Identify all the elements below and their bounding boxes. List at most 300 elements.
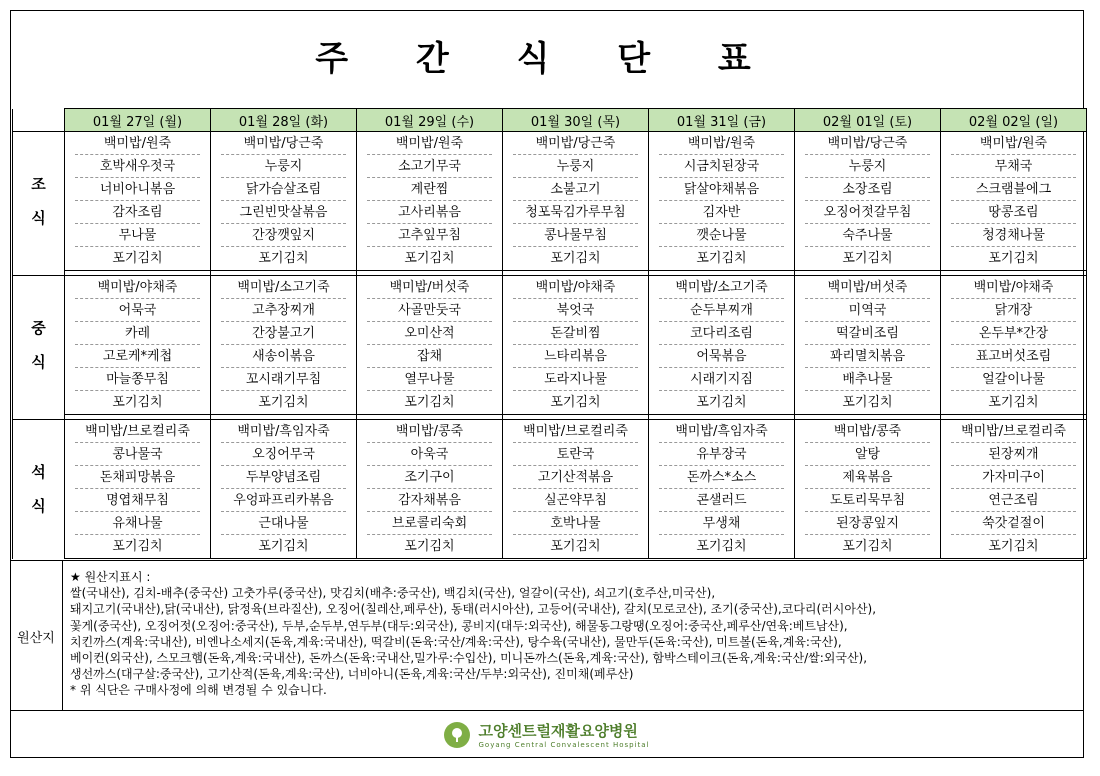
menu-item: 백미밥/야채죽: [75, 277, 200, 299]
menu-item: 열무나물: [367, 369, 492, 391]
hospital-name: 고양센트럴재활요양병원: [478, 722, 638, 740]
menu-item: 닭가슴살조림: [221, 179, 346, 201]
menu-item: 백미밥/브로컬리죽: [75, 421, 200, 443]
menu-cell: [65, 512, 211, 535]
menu-item: 포기김치: [842, 251, 893, 266]
meal-label: 조 식: [13, 132, 65, 271]
menu-cell: [65, 368, 211, 391]
menu-item: 포기김치: [112, 395, 163, 410]
date-header: 02월 02일 (일): [941, 109, 1087, 132]
menu-cell: [357, 466, 503, 489]
meal-label: 중 식: [13, 276, 65, 415]
menu-cell: [795, 535, 941, 559]
menu-cell: [649, 512, 795, 535]
menu-row: [13, 224, 1087, 247]
menu-item: 누룽지: [805, 156, 930, 178]
menu-cell: [503, 224, 649, 247]
menu-item: 온두부*간장: [951, 323, 1076, 345]
menu-item: 명엽채무침: [75, 490, 200, 512]
menu-item: 코다리조림: [659, 323, 784, 345]
menu-cell: [65, 322, 211, 345]
menu-cell: [795, 368, 941, 391]
origin-line: * 위 식단은 구매사정에 의해 변경될 수 있습니다.: [70, 683, 327, 698]
menu-cell: [649, 178, 795, 201]
origin-line: 쌀(국내산), 김치-배추(중국산) 고춧가루(중국산), 맛김치(배추:중국산), 백김치(국산), 얼갈이(국산), 쇠고기(호주산,미국산),: [70, 586, 716, 601]
menu-item: 포기김치: [404, 251, 455, 266]
menu-cell: [503, 391, 649, 415]
menu-cell: [357, 299, 503, 322]
menu-item: 무나물: [75, 225, 200, 247]
menu-cell: [211, 466, 357, 489]
menu-cell: [649, 224, 795, 247]
menu-item: 소불고기: [513, 179, 638, 201]
page-title: 주 간 식 단 표: [315, 39, 779, 79]
menu-item: 고추장찌개: [221, 300, 346, 322]
menu-item: 포기김치: [404, 539, 455, 554]
menu-row: [13, 512, 1087, 535]
menu-cell: [65, 489, 211, 512]
menu-cell: [65, 247, 211, 271]
menu-item: 포기김치: [112, 539, 163, 554]
menu-item: 누룽지: [221, 156, 346, 178]
menu-item: 돈채피망볶음: [75, 467, 200, 489]
menu-cell: [941, 345, 1087, 368]
menu-cell: [941, 201, 1087, 224]
menu-cell: [211, 489, 357, 512]
menu-item: 백미밥/소고기죽: [221, 277, 346, 299]
menu-cell: [211, 178, 357, 201]
menu-cell: [941, 391, 1087, 415]
menu-item: 감자채볶음: [367, 490, 492, 512]
corner-cell: [13, 109, 65, 132]
menu-row: [13, 178, 1087, 201]
origin-line: 꽃게(중국산), 오징어젓(오징어:중국산), 두부,순두부,연두부(대두:외국산), 콩비지(대두:외국산), 해물동그랑땡(오징어:중국산,페루산/연육:베트남산),: [70, 618, 848, 633]
menu-item: 제육볶음: [805, 467, 930, 489]
menu-item: 조기구이: [367, 467, 492, 489]
menu-cell: [65, 224, 211, 247]
menu-cell: [795, 512, 941, 535]
menu-cell: [357, 276, 503, 300]
hospital-name-en: Goyang Central Convalescent Hospital: [478, 741, 650, 749]
menu-item: 느타리볶음: [513, 346, 638, 368]
menu-cell: [357, 322, 503, 345]
menu-cell: [941, 368, 1087, 391]
menu-item: 포기김치: [696, 539, 747, 554]
menu-cell: [65, 443, 211, 466]
menu-cell: [795, 391, 941, 415]
menu-cell: [503, 466, 649, 489]
menu-cell: [211, 345, 357, 368]
menu-cell: [357, 489, 503, 512]
menu-cell: [941, 466, 1087, 489]
menu-cell: [795, 489, 941, 512]
menu-item: 잡채: [367, 346, 492, 368]
menu-item: 간장깻잎지: [221, 225, 346, 247]
menu-item: 그린빈맛살볶음: [221, 202, 346, 224]
menu-item: 포기김치: [112, 251, 163, 266]
menu-item: 시래기지짐: [659, 369, 784, 391]
menu-cell: [357, 391, 503, 415]
menu-item: 포기김치: [550, 539, 601, 554]
menu-cell: [357, 345, 503, 368]
menu-cell: [649, 443, 795, 466]
menu-cell: [503, 420, 649, 444]
menu-cell: [649, 391, 795, 415]
menu-item: 오미산적: [367, 323, 492, 345]
menu-body: [13, 132, 1087, 559]
menu-cell: [357, 201, 503, 224]
menu-cell: [795, 132, 941, 156]
origin-text: [70, 569, 1075, 699]
menu-item: 무채국: [951, 156, 1076, 178]
menu-item: 포기김치: [988, 395, 1039, 410]
menu-cell: [503, 322, 649, 345]
menu-item: 새송이볶음: [221, 346, 346, 368]
menu-cell: [649, 201, 795, 224]
menu-cell: [357, 443, 503, 466]
menu-cell: [503, 512, 649, 535]
menu-item: 순두부찌개: [659, 300, 784, 322]
tree-icon: [444, 722, 470, 748]
menu-cell: [503, 247, 649, 271]
menu-cell: [211, 368, 357, 391]
menu-item: 포기김치: [550, 395, 601, 410]
menu-item: 시금치된장국: [659, 156, 784, 178]
menu-item: 백미밥/당근죽: [513, 133, 638, 155]
menu-item: 포기김치: [258, 251, 309, 266]
menu-item: 브로콜리숙회: [367, 513, 492, 535]
menu-item: 미역국: [805, 300, 930, 322]
menu-cell: [795, 345, 941, 368]
menu-cell: [941, 299, 1087, 322]
menu-item: 깻순나물: [659, 225, 784, 247]
menu-item: 청포묵김가루무침: [513, 202, 638, 224]
menu-cell: [649, 132, 795, 156]
menu-item: 포기김치: [696, 395, 747, 410]
menu-cell: [649, 155, 795, 178]
origin-line: 생선까스(대구살:중국산), 고기산적(돈육,계육:국산), 너비아니(돈육,계육:국산/두부:외국산), 진미채(페루산): [70, 667, 634, 682]
menu-item: 실곤약무침: [513, 490, 638, 512]
menu-item: 콩나물무침: [513, 225, 638, 247]
menu-cell: [795, 299, 941, 322]
menu-cell: [503, 178, 649, 201]
menu-item: 근대나물: [221, 513, 346, 535]
menu-item: 닭개장: [951, 300, 1076, 322]
menu-row: [13, 391, 1087, 415]
menu-cell: [941, 132, 1087, 156]
menu-cell: [795, 443, 941, 466]
menu-cell: [503, 368, 649, 391]
date-header: 01월 30일 (목): [503, 109, 649, 132]
menu-item: 백미밥/원죽: [951, 133, 1076, 155]
menu-cell: [211, 443, 357, 466]
menu-item: 백미밥/야채죽: [951, 277, 1076, 299]
menu-item: 포기김치: [842, 395, 893, 410]
menu-cell: [649, 368, 795, 391]
date-header-row: [13, 109, 1087, 132]
menu-row: [13, 132, 1087, 156]
menu-item: 북엇국: [513, 300, 638, 322]
menu-item: 호박새우젓국: [75, 156, 200, 178]
menu-cell: [649, 420, 795, 444]
menu-item: 백미밥/원죽: [659, 133, 784, 155]
menu-cell: [211, 322, 357, 345]
menu-item: 계란찜: [367, 179, 492, 201]
menu-cell: [65, 276, 211, 300]
menu-cell: [941, 420, 1087, 444]
menu-item: 된장콩잎지: [805, 513, 930, 535]
menu-item: 떡갈비조림: [805, 323, 930, 345]
menu-cell: [211, 299, 357, 322]
date-header: 02월 01일 (토): [795, 109, 941, 132]
date-header: 01월 27일 (월): [65, 109, 211, 132]
menu-item: 백미밥/콩죽: [805, 421, 930, 443]
menu-item: 백미밥/브로컬리죽: [951, 421, 1076, 443]
menu-cell: [503, 299, 649, 322]
menu-item: 백미밥/당근죽: [805, 133, 930, 155]
menu-item: 숙주나물: [805, 225, 930, 247]
origin-line: ★ 원산지표시 :: [70, 570, 151, 584]
menu-cell: [211, 247, 357, 271]
menu-item: 꽈리멸치볶음: [805, 346, 930, 368]
menu-item: 김자반: [659, 202, 784, 224]
menu-cell: [795, 420, 941, 444]
menu-cell: [795, 322, 941, 345]
menu-item: 포기김치: [404, 395, 455, 410]
menu-cell: [649, 299, 795, 322]
menu-item: 소장조림: [805, 179, 930, 201]
menu-item: 아욱국: [367, 444, 492, 466]
menu-cell: [211, 535, 357, 559]
menu-cell: [503, 155, 649, 178]
menu-cell: [503, 443, 649, 466]
menu-cell: [503, 345, 649, 368]
menu-cell: [357, 224, 503, 247]
menu-cell: [357, 155, 503, 178]
menu-item: 표고버섯조림: [951, 346, 1076, 368]
menu-item: 포기김치: [550, 251, 601, 266]
origin-label: 원산지: [10, 561, 63, 711]
menu-item: 백미밥/브로컬리죽: [513, 421, 638, 443]
menu-cell: [795, 201, 941, 224]
menu-row: [13, 420, 1087, 444]
menu-cell: [503, 201, 649, 224]
menu-cell: [65, 535, 211, 559]
menu-cell: [503, 535, 649, 559]
menu-cell: [65, 178, 211, 201]
menu-row: [13, 443, 1087, 466]
menu-row: [13, 299, 1087, 322]
menu-row: [13, 535, 1087, 559]
menu-cell: [649, 276, 795, 300]
menu-item: 된장찌개: [951, 444, 1076, 466]
menu-item: 백미밥/야채죽: [513, 277, 638, 299]
menu-cell: [941, 322, 1087, 345]
menu-row: [13, 489, 1087, 512]
menu-cell: [649, 535, 795, 559]
menu-item: 무생채: [659, 513, 784, 535]
date-header: 01월 31일 (금): [649, 109, 795, 132]
menu-cell: [795, 247, 941, 271]
menu-item: 백미밥/흑임자죽: [221, 421, 346, 443]
menu-item: 콘샐러드: [659, 490, 784, 512]
menu-item: 땅콩조림: [951, 202, 1076, 224]
menu-cell: [941, 224, 1087, 247]
menu-cell: [649, 466, 795, 489]
menu-cell: [649, 322, 795, 345]
menu-cell: [211, 224, 357, 247]
menu-cell: [503, 276, 649, 300]
menu-item: 너비아니볶음: [75, 179, 200, 201]
menu-item: 포기김치: [988, 251, 1039, 266]
menu-cell: [357, 178, 503, 201]
menu-item: 유부장국: [659, 444, 784, 466]
menu-item: 백미밥/당근죽: [221, 133, 346, 155]
menu-item: 백미밥/원죽: [367, 133, 492, 155]
menu-cell: [941, 512, 1087, 535]
menu-row: [13, 368, 1087, 391]
menu-item: 카레: [75, 323, 200, 345]
menu-item: 배추나물: [805, 369, 930, 391]
menu-row: [13, 466, 1087, 489]
menu-item: 우엉파프리카볶음: [221, 490, 346, 512]
menu-item: 스크램블에그: [951, 179, 1076, 201]
menu-cell: [65, 345, 211, 368]
menu-cell: [941, 443, 1087, 466]
menu-item: 마늘쫑무침: [75, 369, 200, 391]
menu-row: [13, 322, 1087, 345]
menu-item: 얼갈이나물: [951, 369, 1076, 391]
menu-cell: [211, 201, 357, 224]
menu-item: 돈갈비찜: [513, 323, 638, 345]
menu-cell: [357, 247, 503, 271]
menu-row: [13, 345, 1087, 368]
menu-cell: [65, 155, 211, 178]
menu-item: 알탕: [805, 444, 930, 466]
menu-item: 백미밥/버섯죽: [805, 277, 930, 299]
origin-line: 베이컨(외국산), 스모크햄(돈육,계육:국내산), 돈까스(돈육:국내산,밀가루:수입산), 미니돈까스(돈육,계육:국산), 함박스테이크(돈육,계육:국산/쌀:외국산),: [70, 651, 868, 666]
menu-cell: [65, 201, 211, 224]
menu-cell: [65, 420, 211, 444]
menu-item: 포기김치: [842, 539, 893, 554]
menu-item: 어묵볶음: [659, 346, 784, 368]
menu-cell: [503, 132, 649, 156]
footer: [10, 710, 1084, 758]
menu-item: 가자미구이: [951, 467, 1076, 489]
menu-item: 두부양념조림: [221, 467, 346, 489]
menu-item: 고사리볶음: [367, 202, 492, 224]
menu-item: 감자조림: [75, 202, 200, 224]
menu-cell: [357, 535, 503, 559]
menu-cell: [357, 132, 503, 156]
menu-item: 도토리묵무침: [805, 490, 930, 512]
meal-label: 석 식: [13, 420, 65, 559]
menu-cell: [65, 299, 211, 322]
menu-item: 백미밥/원죽: [75, 133, 200, 155]
menu-item: 사골만둣국: [367, 300, 492, 322]
menu-item: 소고기무국: [367, 156, 492, 178]
menu-cell: [65, 391, 211, 415]
menu-item: 고기산적볶음: [513, 467, 638, 489]
menu-item: 유채나물: [75, 513, 200, 535]
menu-item: 백미밥/소고기죽: [659, 277, 784, 299]
weekly-menu-table: [12, 108, 1087, 559]
menu-cell: [211, 420, 357, 444]
menu-item: 고로케*케첩: [75, 346, 200, 368]
date-header: 01월 28일 (화): [211, 109, 357, 132]
menu-cell: [795, 178, 941, 201]
origin-section: [10, 560, 1084, 710]
menu-row: [13, 155, 1087, 178]
menu-cell: [941, 276, 1087, 300]
menu-item: 토란국: [513, 444, 638, 466]
menu-cell: [211, 391, 357, 415]
menu-cell: [211, 512, 357, 535]
menu-row: [13, 247, 1087, 271]
menu-item: 포기김치: [988, 539, 1039, 554]
menu-item: 닭살야채볶음: [659, 179, 784, 201]
menu-row: [13, 201, 1087, 224]
menu-item: 콩나물국: [75, 444, 200, 466]
menu-item: 포기김치: [258, 395, 309, 410]
menu-cell: [941, 535, 1087, 559]
menu-item: 백미밥/콩죽: [367, 421, 492, 443]
origin-line: 돼지고기(국내산),닭(국내산), 닭정육(브라질산), 오징어(칠레산,페루산), 동태(러시아산), 고등어(국내산), 갈치(모로코산), 조기(중국산),코다리(러시아산),: [70, 602, 877, 617]
menu-cell: [941, 489, 1087, 512]
menu-cell: [941, 247, 1087, 271]
menu-cell: [211, 132, 357, 156]
menu-item: 돈까스*소스: [659, 467, 784, 489]
menu-item: 백미밥/흑임자죽: [659, 421, 784, 443]
menu-item: 호박나물: [513, 513, 638, 535]
menu-cell: [357, 420, 503, 444]
menu-cell: [649, 345, 795, 368]
menu-cell: [649, 489, 795, 512]
menu-item: 고추잎무침: [367, 225, 492, 247]
menu-item: 누룽지: [513, 156, 638, 178]
menu-cell: [795, 466, 941, 489]
menu-item: 쑥갓겉절이: [951, 513, 1076, 535]
menu-cell: [357, 512, 503, 535]
menu-item: 꼬시래기무침: [221, 369, 346, 391]
menu-cell: [649, 247, 795, 271]
date-header: 01월 29일 (수): [357, 109, 503, 132]
menu-item: 연근조림: [951, 490, 1076, 512]
menu-cell: [941, 155, 1087, 178]
menu-item: 도라지나물: [513, 369, 638, 391]
menu-item: 청경채나물: [951, 225, 1076, 247]
menu-row: [13, 276, 1087, 300]
menu-cell: [795, 276, 941, 300]
menu-cell: [941, 178, 1087, 201]
menu-item: 오징어무국: [221, 444, 346, 466]
menu-cell: [503, 489, 649, 512]
menu-cell: [795, 155, 941, 178]
menu-item: 간장불고기: [221, 323, 346, 345]
menu-item: 어묵국: [75, 300, 200, 322]
menu-cell: [357, 368, 503, 391]
menu-item: 백미밥/버섯죽: [367, 277, 492, 299]
menu-cell: [211, 276, 357, 300]
menu-cell: [795, 224, 941, 247]
menu-item: 포기김치: [258, 539, 309, 554]
menu-cell: [65, 132, 211, 156]
origin-line: 치킨까스(계육:국내산), 비엔나소세지(돈육,계육:국내산), 떡갈비(돈육:국산/계육:국산), 탕수육(국내산), 물만두(돈육:국산), 미트볼(돈육,계육:국산),: [70, 634, 842, 649]
menu-cell: [211, 155, 357, 178]
menu-item: 오징어젓갈무침: [805, 202, 930, 224]
menu-item: 포기김치: [696, 251, 747, 266]
menu-cell: [65, 466, 211, 489]
